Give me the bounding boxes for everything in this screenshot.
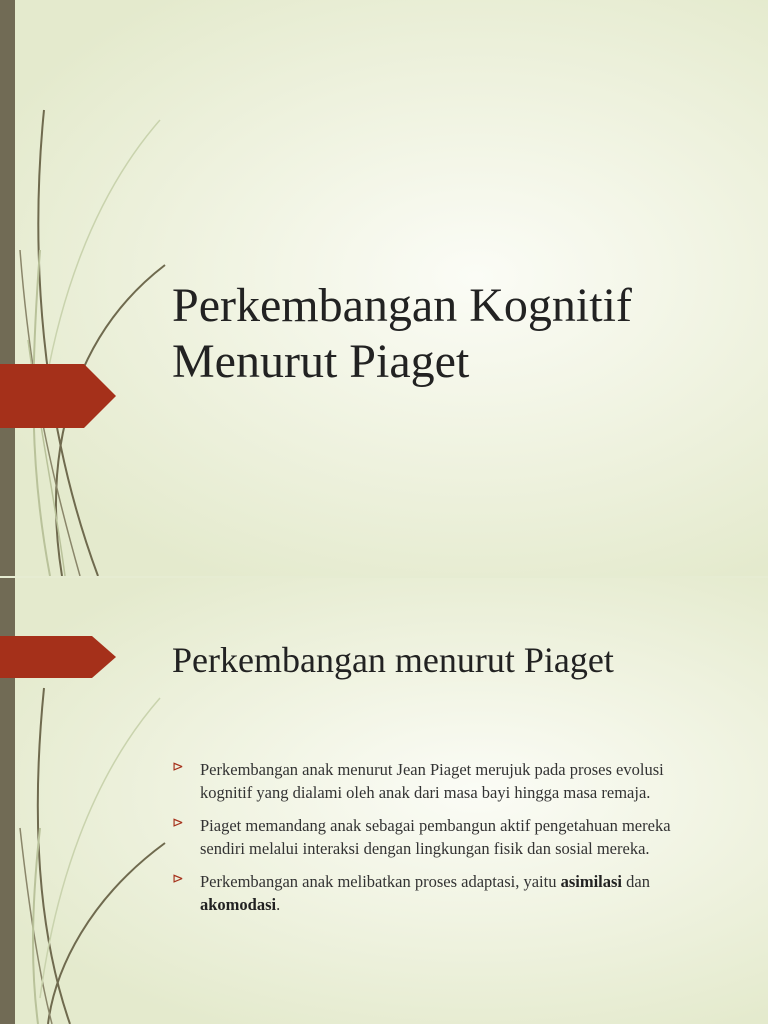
bold-term-asimilasi: asimilasi	[560, 872, 623, 891]
grass-decoration	[0, 0, 200, 576]
slide-title: Perkembangan menurut Piaget	[172, 640, 614, 680]
bullet-text: Perkembangan anak menurut Jean Piaget merujuk pada proses evolusi kognitif yang dialami oleh anak dari masa bayi hingga masa remaja.	[200, 760, 664, 802]
slide-2	[0, 578, 768, 1024]
bullet-list	[172, 758, 712, 926]
arrow-bullet-icon: ⊳	[172, 815, 184, 831]
bold-term-akomodasi: akomodasi	[200, 895, 277, 914]
bullet-text-middle: dan	[622, 872, 650, 891]
bullet-text-after: .	[276, 895, 281, 914]
list-item	[172, 870, 712, 916]
arrow-bullet-icon: ⊳	[172, 759, 184, 775]
slide-title: Perkembangan Kognitif Menurut Piaget	[172, 279, 632, 388]
title-accent-tab	[0, 636, 116, 678]
list-item	[172, 758, 712, 804]
bullet-text-before: Perkembangan anak melibatkan proses adaptasi, yaitu	[200, 872, 561, 891]
bullet-text: Piaget memandang anak sebagai pembangun aktif pengetahuan mereka sendiri melalui interaksi dengan lingkungan fisik dan sosial mereka.	[200, 816, 671, 858]
arrow-bullet-icon: ⊳	[172, 871, 184, 887]
list-item	[172, 814, 712, 860]
